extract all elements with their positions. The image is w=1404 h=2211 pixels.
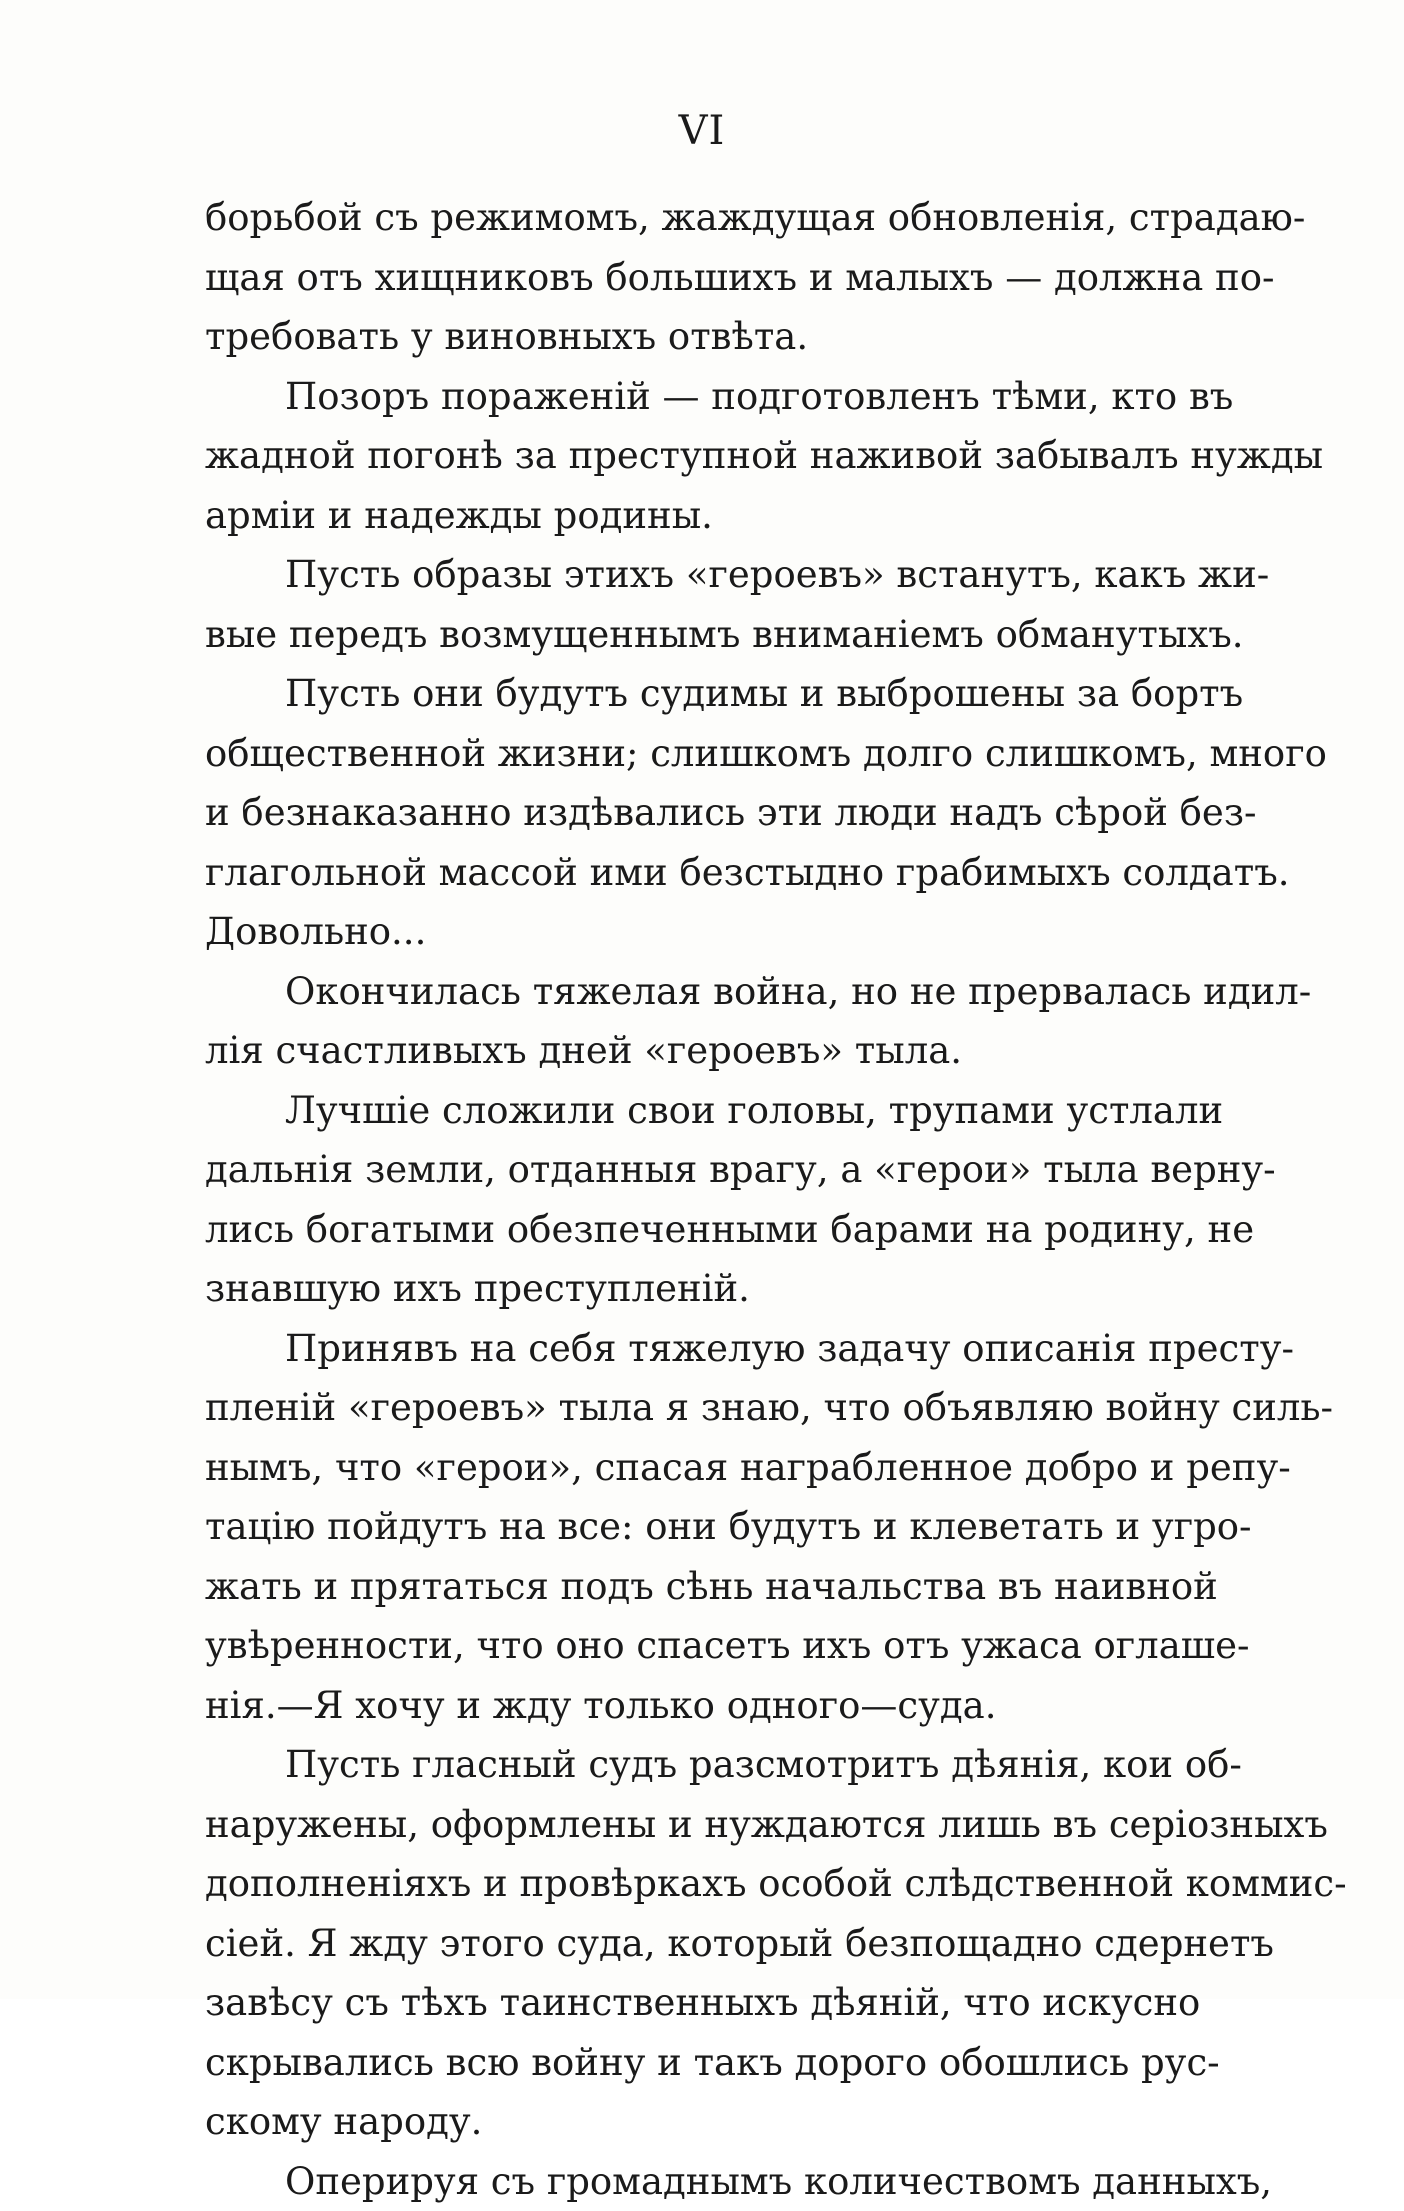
text-line: борьбой съ режимомъ, жаждущая обновленія, страдаю- xyxy=(205,188,1185,248)
text-line: Лучшіе сложили свои головы, трупами устлали xyxy=(205,1081,1185,1141)
text-line: завѣсу съ тѣхъ таинственныхъ дѣяній, что искусно xyxy=(205,1973,1185,2033)
paragraph xyxy=(205,2152,1185,2211)
text-line: сіей. Я жду этого суда, который безпощадно сдернетъ xyxy=(205,1914,1185,1974)
text-line: нымъ, что «герои», спасая награбленное добро и репу- xyxy=(205,1438,1185,1498)
text-line: пленій «героевъ» тыла я знаю, что объявляю войну силь- xyxy=(205,1378,1185,1438)
text-line: общественной жизни; слишкомъ долго слишкомъ, много xyxy=(205,724,1185,784)
text-line: вые передъ возмущеннымъ вниманіемъ обманутыхъ. xyxy=(205,605,1185,665)
paragraph xyxy=(205,1081,1185,1319)
text-line: знавшую ихъ преступленій. xyxy=(205,1259,1185,1319)
text-line: дальнія земли, отданныя врагу, а «герои» тыла верну- xyxy=(205,1140,1185,1200)
text-line: Принявъ на себя тяжелую задачу описанія престу- xyxy=(205,1319,1185,1379)
text-line: тацію пойдутъ на все: они будутъ и клеветать и угро- xyxy=(205,1497,1185,1557)
text-line: требовать у виновныхъ отвѣта. xyxy=(205,307,1185,367)
text-line: дополненіяхъ и провѣркахъ особой слѣдственной коммис- xyxy=(205,1854,1185,1914)
text-line: скрывались всю войну и такъ дорого обошлись рус- xyxy=(205,2033,1185,2093)
paragraph xyxy=(205,962,1185,1081)
text-line: Пусть образы этихъ «героевъ» встанутъ, какъ жи- xyxy=(205,545,1185,605)
text-line: Довольно... xyxy=(205,902,1185,962)
paragraph xyxy=(205,1735,1185,2152)
text-line: скому народу. xyxy=(205,2092,1185,2152)
paragraph xyxy=(205,664,1185,962)
text-line: лія счастливыхъ дней «героевъ» тыла. xyxy=(205,1021,1185,1081)
text-line: Окончилась тяжелая война, но не прервалась идил- xyxy=(205,962,1185,1022)
text-line: Оперируя съ громаднымъ количествомъ данныхъ, xyxy=(205,2152,1185,2211)
text-line: глагольной массой ими безстыдно грабимыхъ солдатъ. xyxy=(205,843,1185,903)
paragraph xyxy=(205,188,1185,367)
text-line: и безнаказанно издѣвались эти люди надъ сѣрой без- xyxy=(205,783,1185,843)
text-line: нія.—Я хочу и жду только одного—суда. xyxy=(205,1676,1185,1736)
body-text xyxy=(205,188,1185,2211)
text-line: арміи и надежды родины. xyxy=(205,486,1185,546)
page-number: VI xyxy=(0,108,1404,154)
text-line: увѣренности, что оно спасетъ ихъ отъ ужаса оглаше- xyxy=(205,1616,1185,1676)
paragraph xyxy=(205,367,1185,546)
text-line: Пусть гласный судъ разсмотритъ дѣянія, кои об- xyxy=(205,1735,1185,1795)
text-line: жадной погонѣ за преступной наживой забывалъ нужды xyxy=(205,426,1185,486)
text-line: наружены, оформлены и нуждаются лишь въ серіозныхъ xyxy=(205,1795,1185,1855)
text-line: Позоръ пораженій — подготовленъ тѣми, кто въ xyxy=(205,367,1185,427)
paragraph xyxy=(205,1319,1185,1736)
text-line: щая отъ хищниковъ большихъ и малыхъ — должна по- xyxy=(205,248,1185,308)
text-line: Пусть они будутъ судимы и выброшены за бортъ xyxy=(205,664,1185,724)
paragraph xyxy=(205,545,1185,664)
text-line: жать и прятаться подъ сѣнь начальства въ наивной xyxy=(205,1557,1185,1617)
text-line: лись богатыми обезпеченными барами на родину, не xyxy=(205,1200,1185,1260)
